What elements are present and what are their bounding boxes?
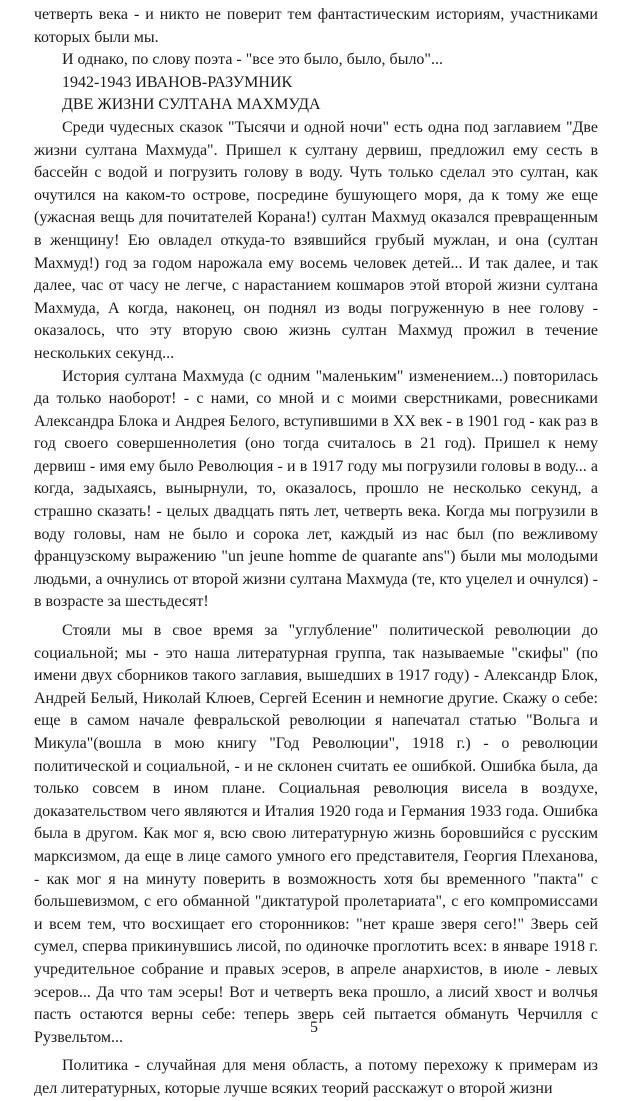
paragraph-history: История султана Махмуда (с одним "маленьким" изменением...) повторилась да только наоборот! - с нами, со мной и с моими сверстниками, ровесниками Александра Блока и Андрея Белого, вступившими в XX век - в 1901 год - как раз в год своего совершеннолетия (оно тогда считалось в 21 год). Пришел к нему дервиш - имя ему было Революция - и в 1917 году мы погрузили головы в воду... а когда, задыхаясь, вынырнули, то, оказалось, прошло не несколько секунд, а страшно сказать! - целых двадцать пять лет, четверть века. Когда мы погрузили в воду головы, нам не было и сорока лет, каждый из нас был (по вежливому французскому выражению "un jeune homme de quarante ans") были мы молодыми людьми, а очнулись от второй жизни султана Махмуда (те, кто уцелел и очнулся) - в возрасте за шестьдесят! (34, 367, 598, 611)
page-text (34, 4, 598, 1101)
paragraph-scythians: Стояли мы в свое время за "углубление" политической революции до социальной; мы - это наша литературная группа, так называемые "скифы" (по имени двух сборников такого заглавия, вышедших в 1917 году) - Александр Блок, Андрей Белый, Николай Клюев, Сергей Есенин и немногие другие. Скажу о себе: еще в самом начале февральской революции я напечатал статью "Вольга и Микула"(вошла в мою книгу "Год Революции", 1918 г.) - о революции политической и социальной, - и не склонен считать ее ошибкой. Ошибка была, да только совсем в ином плане. Социальная революция висела в воздухе, доказательством чего являются и Италия 1920 года и Германия 1933 года. Ошибка была в другом. Как мог я, всю свою литературную жизнь боровшийся с русским марксизмом, да еще в лице самого умного его представителя, Георгия Плеханова, - как мог я на минуту поверить в возможность хотя бы временного "пакта" с большевизмом, с его обманной "диктатурой пролетариата", с его компромиссами и всем тем, что восхищает его сторонников: "нет краше зверя сего!" Зверь сей сумел, сперва прикинувшись лисой, по одиночке проглотить всех: в январе 1918 г. учредительное собрание и правых эсеров, в апреле анархистов, в июле - левых эсеров... Да что там эсеры! Вот и четверть века прошло, а лисий хвост и волчья пасть остаются верны себе: теперь зверь сей пытается обмануть Черчилля с Рузвельтом... (34, 622, 598, 1046)
section-date-author: 1942-1943 ИВАНОВ-РАЗУМНИК (62, 73, 293, 91)
section-title: ДВЕ ЖИЗНИ СУЛТАНА МАХМУДА (62, 96, 321, 114)
paragraph-politics: Политика - случайная для меня область, а потому перехожу к примерам из дел литературных, которые лучше всяких теорий расскажут о второй жизни (34, 1057, 598, 1097)
page-number: 5 (310, 1019, 318, 1036)
paragraph-continuation: четверть века - и никто не поверит тем фантастическим историям, участниками которых были мы. (34, 6, 598, 46)
paragraph-fairy-tale: Среди чудесных сказок "Тысячи и одной ночи" есть одна под заглавием "Две жизни султана Махмуда". Пришел к султану дервиш, предложил ему сесть в бассейн с водой и погрузить голову в воду. Чуть только сделал это султан, как очутился на каком-то острове, посредине бушующего моря, да к тому же еще (ужасная вещь для почитателей Корана!) султан Махмуд оказался превращенным в женщину! Ею овладел откуда-то взявшийся грубый мужлан, и она (султан Махмуд!) год за годом нарожала ему восемь человек детей... И так далее, и так далее, час от часу не легче, с нарастанием кошмаров этой второй жизни султана Махмуда, А когда, наконец, он поднял из воды погруженную в нее голову - оказалось, что эту вторую свою жизнь султан Махмуд прожил в течение нескольких секунд... (34, 118, 598, 362)
paragraph-poet-quote: И однако, по слову поэта - "все это было, было, было"... (62, 51, 443, 69)
